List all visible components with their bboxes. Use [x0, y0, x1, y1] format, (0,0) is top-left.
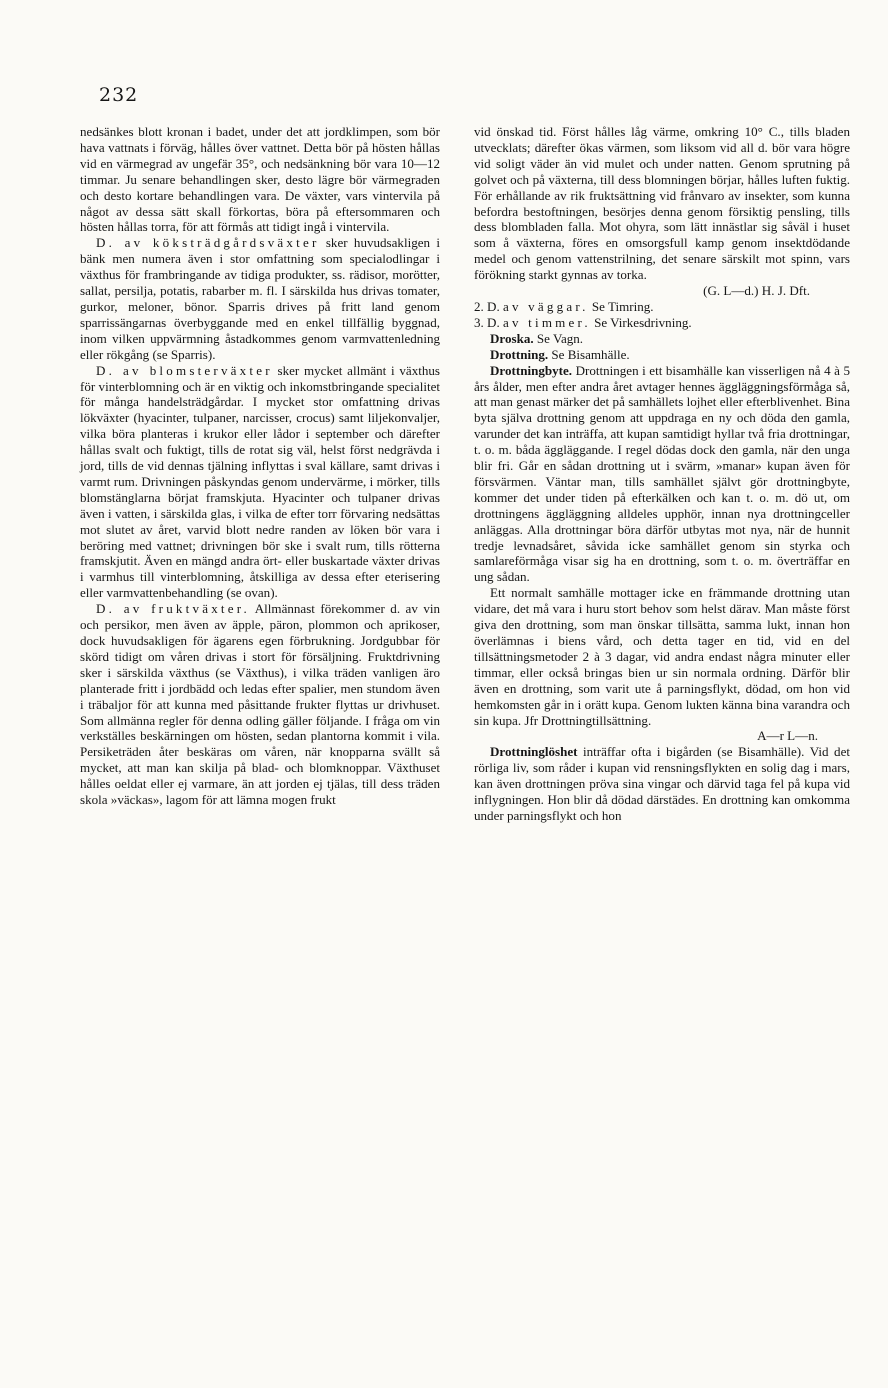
section-lead: D. av blomsterväxter — [96, 362, 273, 378]
list-item: 2. D. av väggar. Se Timring. — [474, 298, 654, 314]
right-column — [474, 124, 850, 824]
entry: Drottning. Se Bisamhälle. — [490, 346, 630, 362]
entry: Droska. Se Vagn. — [490, 330, 584, 346]
headword: Drottninglöshet — [490, 744, 578, 760]
paragraph: D. av fruktväxter. Allmännast förekommer d. av vin och persikor, men även av äpple, päron, plommon och aprikoser, dock huvudsakligen för ägarens egen förbrukning. Jordgubbar för skörd tidigt om våren drivas i stort för försäljning. Fruktdrivning sker i särskilda växthus (se Växthus), i vilka träden vanligen äro planterade fritt i jordbädd och ledas efter spalier, men stundom även i träbaljor för att kunna med påsittande frukter flyttas ur drivhuset. Som allmänna regler för denna odling gäller följande. I fråga om vin verkställes beskärningen om hösten, sedan plantorna kommit i vila. Persiketräden åter beskäras om våren, när knopparna svällt så mycket, att man kan skilja på blad- och blomknoppar. Växthuset hålles oeldat eller ej varmare, än att jorden ej tjälas, till dess träden skola »väckas», lagom för att lämna mogen frukt — [80, 601, 440, 808]
entry: Drottninglöshet inträffar ofta i bigården (se Bisamhälle). Vid det rörliga liv, som råder i kupan vid rensningsflykten en solig dag i mars, kan även drottningen pröva sina vingar och därvid taga fel på kupa vid inflygningen. Hon blir då dödad därstädes. En drottning kan omkomma under parningsflykt och hon — [474, 744, 850, 823]
list-item: 3. D. av timmer. Se Virkesdrivning. — [474, 314, 692, 330]
paragraph: D. av köksträdgårdsväxter sker huvudsakligen i bänk men numera även i stor omfattning som specialodlingar i växthus för frambringande av tidiga produkter, ss. rädisor, morötter, sallat, persilja, potatis, rabarber m. fl. I särskilda hus drivas tomater, gurkor, meloner, bönor. Sparris drives på fritt land genom sparrissängarnas överbyggande med en enkel tillfällig byggnad, inom vilken uppvärmning åstadkommes genom varmvattenledning eller rökgång (se Sparris). — [80, 235, 441, 362]
section-lead: D. av fruktväxter. — [96, 601, 251, 617]
paragraph: D. av blomsterväxter sker mycket allmänt i växthus för vinterblomning och är en viktig och inkomstbringande specialitet för många handelsträdgårdar. I mycket stor omfattning drivas lökväxter (hyacinter, tulpaner, narcisser, crocus) samt liljekonvaljer, vilka böra planteras i krukor eller lådor i september och därefter hållas svalt och fuktigt, tills de rotat sig väl, helst först nedgrävda i jord, tills de vid dennas tjälning inflyttas i sval källare, samt drivas i varmt rum. Drivningen påskyndas genom undervärme, i mörker, tills blomstänglarna börjat framskjuta. Hyacinter och tulpaner drivas även i vatten, i särskilda glas, i vilka de efter torr förvaring nedsättas mot slutet av året, varvid blott nedre randen av löken bör vara i beröring med vattnet; drivningen bör ske i svalt rum, tills rötterna framskjutit. Även en mängd andra ört- eller buskartade växter drivas i varmhus till vinterblomning, åtskilliga av dessa efter eterisering eller varmvattenbehandling (se ovan). — [80, 362, 440, 601]
section-lead: D. av köksträdgårdsväxter — [96, 235, 320, 251]
paragraph: vid önskad tid. Först hålles låg värme, omkring 10° C., tills bladen utvecklats; därefter ökas värmen, som liksom vid all d. bör vara högre vid soligt väder än vid mulet och under natten. Genom sprutning på golvet och på växterna, till dess blomningen börjar, hålles luften fuktig. För erhållande av rik fruktsättning vid frånvaro av insekter, som kunna befordra bestoftningen, besörjes denna genom försiktig pensling, tills dess blombladen falla. Mot ohyra, som lätt innästlar sig såväl i huset som å växterna, föres en omsorgsfull kamp genom insektdödande medel och genom vattenstrilning, det senare särskilt mot spinn, vars förökning starkt gynnas av torka. (G. L—d.) H. J. Dft. — [474, 124, 850, 299]
headword: Drottning. — [490, 346, 549, 362]
headword: Droska. — [490, 330, 534, 346]
page-number: 232 — [99, 84, 139, 106]
headword: Drottningbyte. — [490, 362, 573, 378]
left-column — [80, 124, 440, 808]
signature: (G. L—d.) H. J. Dft. — [703, 283, 810, 299]
signature: A—r L—n. — [757, 728, 818, 744]
paragraph: nedsänkes blott kronan i badet, under det att jordklimpen, som bör hava vattnats i förväg, hålles över vattnet. Detta bör på hösten hållas vid en värmegrad av ungefär 35°, och nedsänkning bör vara 10—12 timmar. Ju senare behandlingen sker, desto lägre bör värmegraden och desto kortare behandlingen vara. De växter, vars vintervila på något av dessa sätt skall förkortas, böra på eftersommaren och hösten hållas torra, för att förmås att tidigt ingå i vintervila. — [80, 124, 440, 235]
entry: Drottningbyte. Drottningen i ett bisamhälle kan visserligen nå 4 à 5 års ålder, men efter andra året avtager hennes äggläggningsförmåga så, att man genast märker det på samhällets lojhet eller efterblivenhet. Bina byta själva drottning genom att uppdraga en ny och döda den gamla, varunder det kan inträffa, att kupan samtidigt hyllar två fria drottningar, t. o. m. båda äggläggande. I regel dödas dock den gamla, när den unga blir fri. Går en sådan drottning ut i svärm, »manar» kupan även för försvärmen. Väntar man, tills samhället självt gör drottningbyte, kommer det under tiden på efterkälken och kan t. o. m. dö ut, om drottningens äggläggning alldeles upphör, innan nya drottningceller anläggas. Alla drottningar böra därför utbytas mot nya, när de hunnit tredje levnadsåret, såvida icke samhället genom sin styrka och samlareförmåga visar sig ha en drottning, som t. o. m. överträffar en ung sådan. — [474, 362, 851, 585]
paragraph: Ett normalt samhälle mottager icke en främmande drottning utan vidare, det må vara i huru stort behov som helst därav. Man måste först giva den drottning, som man önskar tillsätta, samma lukt, innan hon överlämnas i biens vård, och detta tager en tid, vid en del tillsättningsmetoder 2 à 3 dagar, vid andra endast några minuter eller timmar, eller också bringas bien ur sin normala ordning. Därför blir även en drottning, som varit ute å parningsflykt, dödad, om hon vid hemkomsten går in i orätt kupa. Genom lukten känna bina varandra och sin kupa. Jfr Drottningtillsättning. A—r L—n. — [474, 585, 850, 744]
